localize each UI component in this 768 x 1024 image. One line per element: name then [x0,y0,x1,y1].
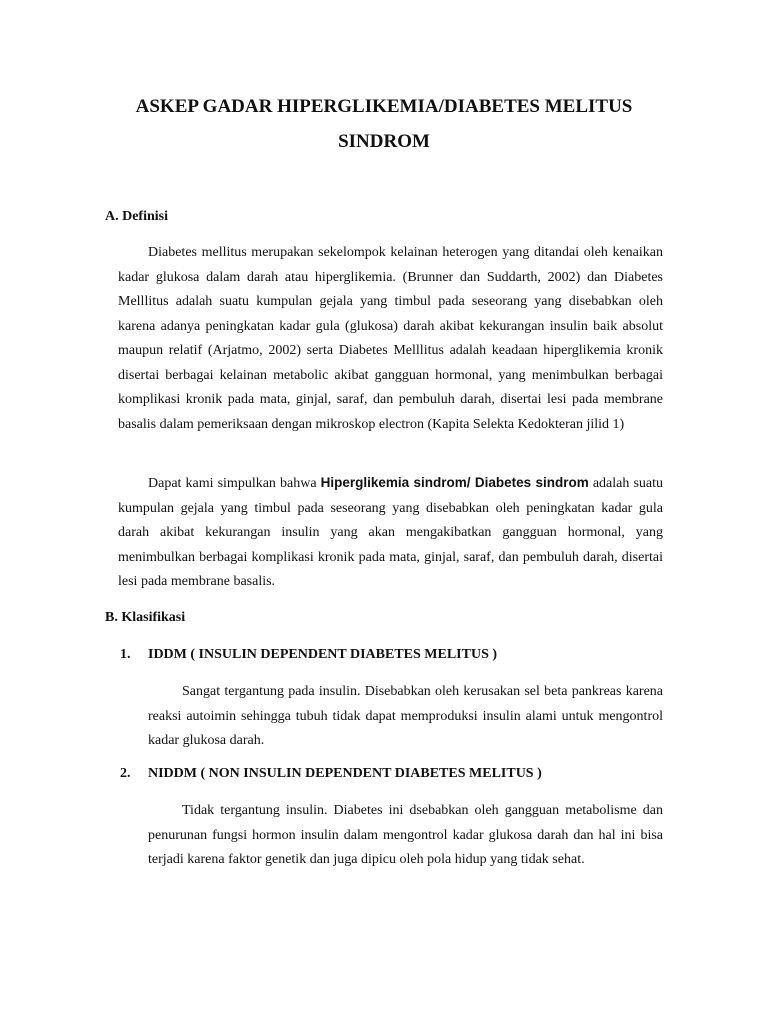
paragraph2-lead-text: Dapat kami simpulkan bahwa [148,476,321,491]
document-title-line1: ASKEP GADAR HIPERGLIKEMIA/DIABETES MELITUS [135,96,633,117]
definition-paragraph-2 [118,471,663,595]
paragraph2-bold-term: Hiperglikemia sindrom/ Diabetes sindrom [320,475,589,490]
definition-paragraph-1: Diabetes mellitus merupakan sekelompok kelainan heterogen yang ditandai oleh kenaikan kadar glukosa dalam darah atau hiperglikemia. (Brunner dan Suddarth, 2002) dan Diabetes Melllitus adalah suatu kumpulan gejala yang timbul pada seseorang yang disebabkan oleh karena adanya peningkatan kadar gula (glukosa) darah akibat kekurangan insulin baik absolut maupun relatif (Arjatmo, 2002) serta Diabetes Melllitus adalah keadaan hiperglikemia kronik disertai berbagai kelainan metabolic akibat gangguan hormonal, yang menimbulkan berbagai komplikasi kronik pada mata, ginjal, saraf, dan pembuluh darah, disertai lesi pada membrane basalis dalam pemeriksaan dengan mikroskop electron (Kapita Selekta Kedokteran jilid 1) [118,245,663,432]
section-b-heading: B. Klasifikasi [105,610,186,625]
classification-item-2-number: 2. [120,766,131,781]
paragraph2-rest-text: adalah suatu kumpulan gejala yang timbul pada seseorang yang disebabkan oleh peningkatan kadar gula darah akibat kekurangan insulin yang akan mengakibatkan gangguan hormonal, yang menimbulkan berbagai komplikasi kronik pada mata, ginjal, saraf, dan pembuluh darah, disertai lesi pada membrane basalis. [118,476,663,589]
classification-item-1-heading [120,648,497,662]
classification-item-2-text: Tidak tergantung insulin. Diabetes ini dsebabkan oleh gangguan metabolisme dan penurunan fungsi hormon insulin dalam mengontrol kadar glukosa darah dan hal ini bisa terjadi karena faktor genetik dan juga dipicu oleh pola hidup yang tidak sehat. [148,803,663,867]
document-title-line2: SINDROM [338,131,430,152]
section-a-heading: A. Definisi [105,209,168,224]
classification-item-1-title: IDDM ( INSULIN DEPENDENT DIABETES MELITUS ) [148,647,498,662]
classification-item-2-title: NIDDM ( NON INSULIN DEPENDENT DIABETES MELITUS ) [148,766,542,781]
classification-item-1-number: 1. [120,647,131,662]
classification-item-2-heading [120,767,542,781]
classification-item-1-text: Sangat tergantung pada insulin. Disebabkan oleh kerusakan sel beta pankreas karena reaksi autoimin sehingga tubuh tidak dapat memproduksi insulin alami untuk mengontrol kadar glukosa darah. [148,684,663,748]
